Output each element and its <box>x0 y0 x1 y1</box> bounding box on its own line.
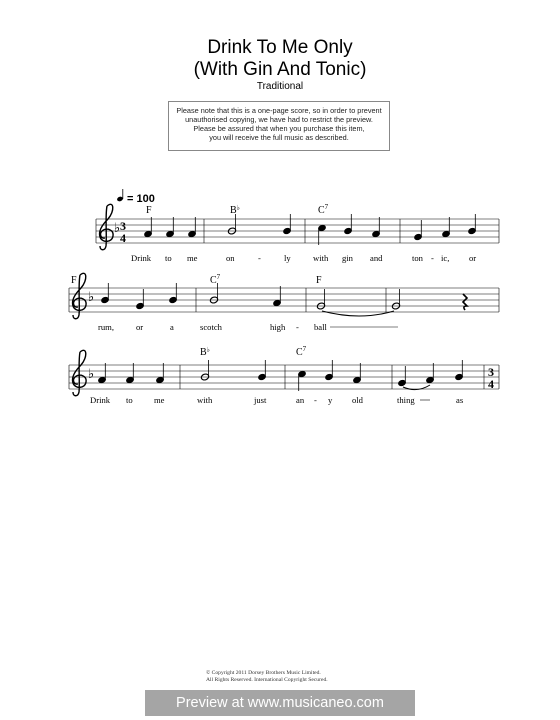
notice-line: Please be assured that when you purchase this item, <box>193 124 365 133</box>
composer-credit: Traditional <box>256 81 304 92</box>
svg-text:Drink: Drink <box>131 253 152 263</box>
staff-system-2 <box>69 273 499 332</box>
svg-text:y: y <box>328 395 333 405</box>
svg-text:ton: ton <box>412 253 423 263</box>
svg-text:ly: ly <box>284 253 291 263</box>
notes-measure-10 <box>200 360 266 381</box>
svg-text:ic,: ic, <box>441 253 450 263</box>
key-signature-flat: ♭ <box>88 367 95 382</box>
staff-system-1 <box>96 189 499 263</box>
lyrics-line-1 <box>131 253 476 263</box>
lyrics-line-3 <box>90 395 464 405</box>
svg-text:Drink: Drink <box>90 395 111 405</box>
time-signature-bottom: 4 <box>120 231 126 245</box>
svg-text:or: or <box>136 322 144 332</box>
preview-banner-link[interactable]: Preview at www.musicaneo.com <box>145 690 415 716</box>
svg-text:-: - <box>258 253 261 263</box>
svg-text:as: as <box>456 395 464 405</box>
svg-text:a: a <box>170 322 174 332</box>
copyright-notice: © Copyright 2011 Dorsey Brothers Music Limited. All Rights Reserved. International Copyright Secured. <box>206 670 328 683</box>
time-signature-bottom: 4 <box>488 377 494 391</box>
svg-text:old: old <box>352 395 363 405</box>
score-title: Drink To Me Only <box>207 37 353 58</box>
notes-measure-11 <box>298 360 362 391</box>
svg-text:and: and <box>370 253 383 263</box>
svg-text:just: just <box>254 395 267 405</box>
svg-text:-: - <box>431 253 434 263</box>
notes-measure-8 <box>391 289 467 310</box>
score-subtitle: (With Gin And Tonic) <box>193 59 367 80</box>
chord-symbol: F <box>71 275 77 286</box>
svg-text:to: to <box>126 395 133 405</box>
svg-text:ball: ball <box>314 322 327 332</box>
chord-symbol: B♭ <box>200 346 210 358</box>
notice-line: you will receive the full music as described. <box>209 133 349 142</box>
svg-text:me: me <box>187 253 198 263</box>
svg-text:-: - <box>296 322 299 332</box>
lyrics-line-2 <box>98 322 398 332</box>
svg-text:me: me <box>154 395 165 405</box>
svg-text:rum,: rum, <box>98 322 114 332</box>
svg-text:or: or <box>469 253 477 263</box>
notes-measure-5 <box>101 283 178 310</box>
time-signature-top: 3 <box>120 219 126 233</box>
chord-symbol: $C^7$ <box>318 203 329 216</box>
svg-text:-: - <box>314 395 317 405</box>
chord-symbol: $C^7$ <box>296 345 307 358</box>
time-signature-top: 3 <box>488 365 494 379</box>
chord-symbol: F <box>146 205 152 216</box>
chord-symbol: $C^7$ <box>210 273 221 286</box>
svg-text:with: with <box>197 395 213 405</box>
notes-measure-6 <box>209 283 281 307</box>
notes-measure-12 <box>398 360 464 390</box>
key-signature-flat: ♭ <box>114 221 121 236</box>
svg-text:scotch: scotch <box>200 322 222 332</box>
svg-text:gin: gin <box>342 253 353 263</box>
svg-text:on: on <box>226 253 235 263</box>
notes-measure-3 <box>318 214 381 245</box>
notes-measure-4 <box>414 214 477 241</box>
notice-line: unauthorised copying, we have had to restrict the preview. <box>185 115 373 124</box>
notice-line: Please note that this is a one-page score, so in order to prevent <box>176 106 382 115</box>
svg-text:an: an <box>296 395 305 405</box>
svg-text:thing: thing <box>397 395 415 405</box>
notes-measure-2 <box>227 214 291 235</box>
chord-symbol: B♭ <box>230 204 240 216</box>
svg-text:with: with <box>313 253 329 263</box>
key-signature-flat: ♭ <box>88 290 95 305</box>
tempo-marking: = 100 <box>127 193 155 205</box>
svg-text:to: to <box>165 253 172 263</box>
notes-measure-1 <box>144 217 197 238</box>
quarter-rest <box>463 294 467 310</box>
svg-text:high: high <box>270 322 286 332</box>
notes-measure-9 <box>98 363 165 384</box>
chord-symbol: F <box>316 275 322 286</box>
staff-system-3 <box>69 345 499 405</box>
